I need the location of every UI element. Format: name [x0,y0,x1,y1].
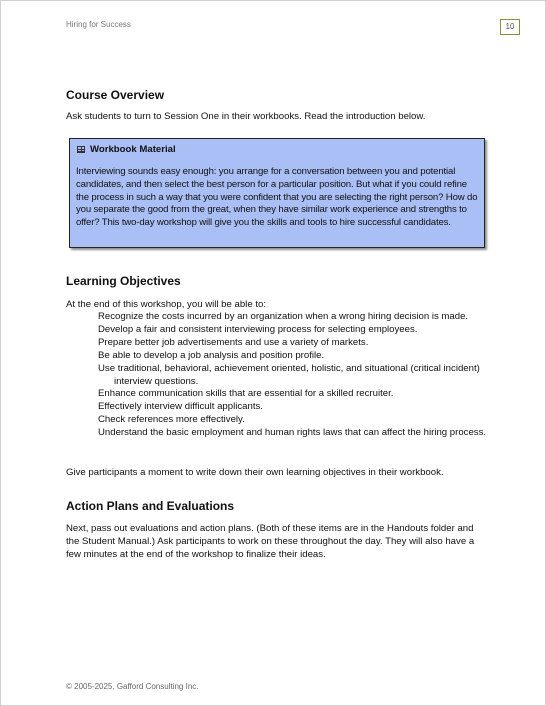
objectives-lead: At the end of this workshop, you will be able to: [66,299,266,310]
callout-title: Workbook Material [90,144,176,155]
page-footer: © 2005-2025, Gafford Consulting Inc. [66,682,199,691]
learning-objectives-heading: Learning Objectives [66,274,181,288]
running-header: Hiring for Success [66,20,131,29]
objective-item: Prepare better job advertisements and use a variety of markets. [98,336,369,348]
course-overview-heading: Course Overview [66,88,165,102]
action-plans-body: Next, pass out evaluations and action plans. (Both of these items are in the Handouts folder and the Student Manual.) Ask participants to work on these throughout the day. They will also have a few minutes at the end of the workshop to finalize their ideas. [66,523,475,560]
workbook-material-callout [69,138,485,248]
course-overview-intro: Ask students to turn to Session One in their workbooks. Read the introduction below. [66,111,426,122]
objective-item: Effectively interview difficult applicants. [98,401,263,413]
objective-item: Recognize the costs incurred by an organization when a wrong hiring decision is made. [98,311,469,322]
objective-item: Check references more effectively. [98,414,245,426]
page-number: 10 [500,19,520,35]
objectives-closing: Give participants a moment to write down their own learning objectives in their workbook. [66,467,444,478]
callout-body: Interviewing sounds easy enough: you arrange for a conversation between you and potential candidates, and then select the best person for a particular position. But what if you could refine the process in such a way that you were confident that you are selecting the right person? How do you separate the good from the great, when they have similar work experience and strengths to offer? This two-day workshop will give you the skills and tools to hire successful candidates. [76,166,478,229]
objective-item: Enhance communication skills that are essential for a skilled recruiter. [98,388,394,400]
objective-item: Use traditional, behavioral, achievement oriented, holistic, and situational (critical incident) interview questions. [98,362,480,387]
workbook-icon [77,146,85,153]
action-plans-heading: Action Plans and Evaluations [66,499,235,513]
objectives-list [98,311,488,440]
objective-item: Develop a fair and consistent interviewing process for selecting employees. [98,323,418,335]
objective-item: Be able to develop a job analysis and position profile. [98,349,325,361]
objective-item: Understand the basic employment and human rights laws that can affect the hiring process. [98,427,487,439]
callout-title-row [77,143,478,156]
